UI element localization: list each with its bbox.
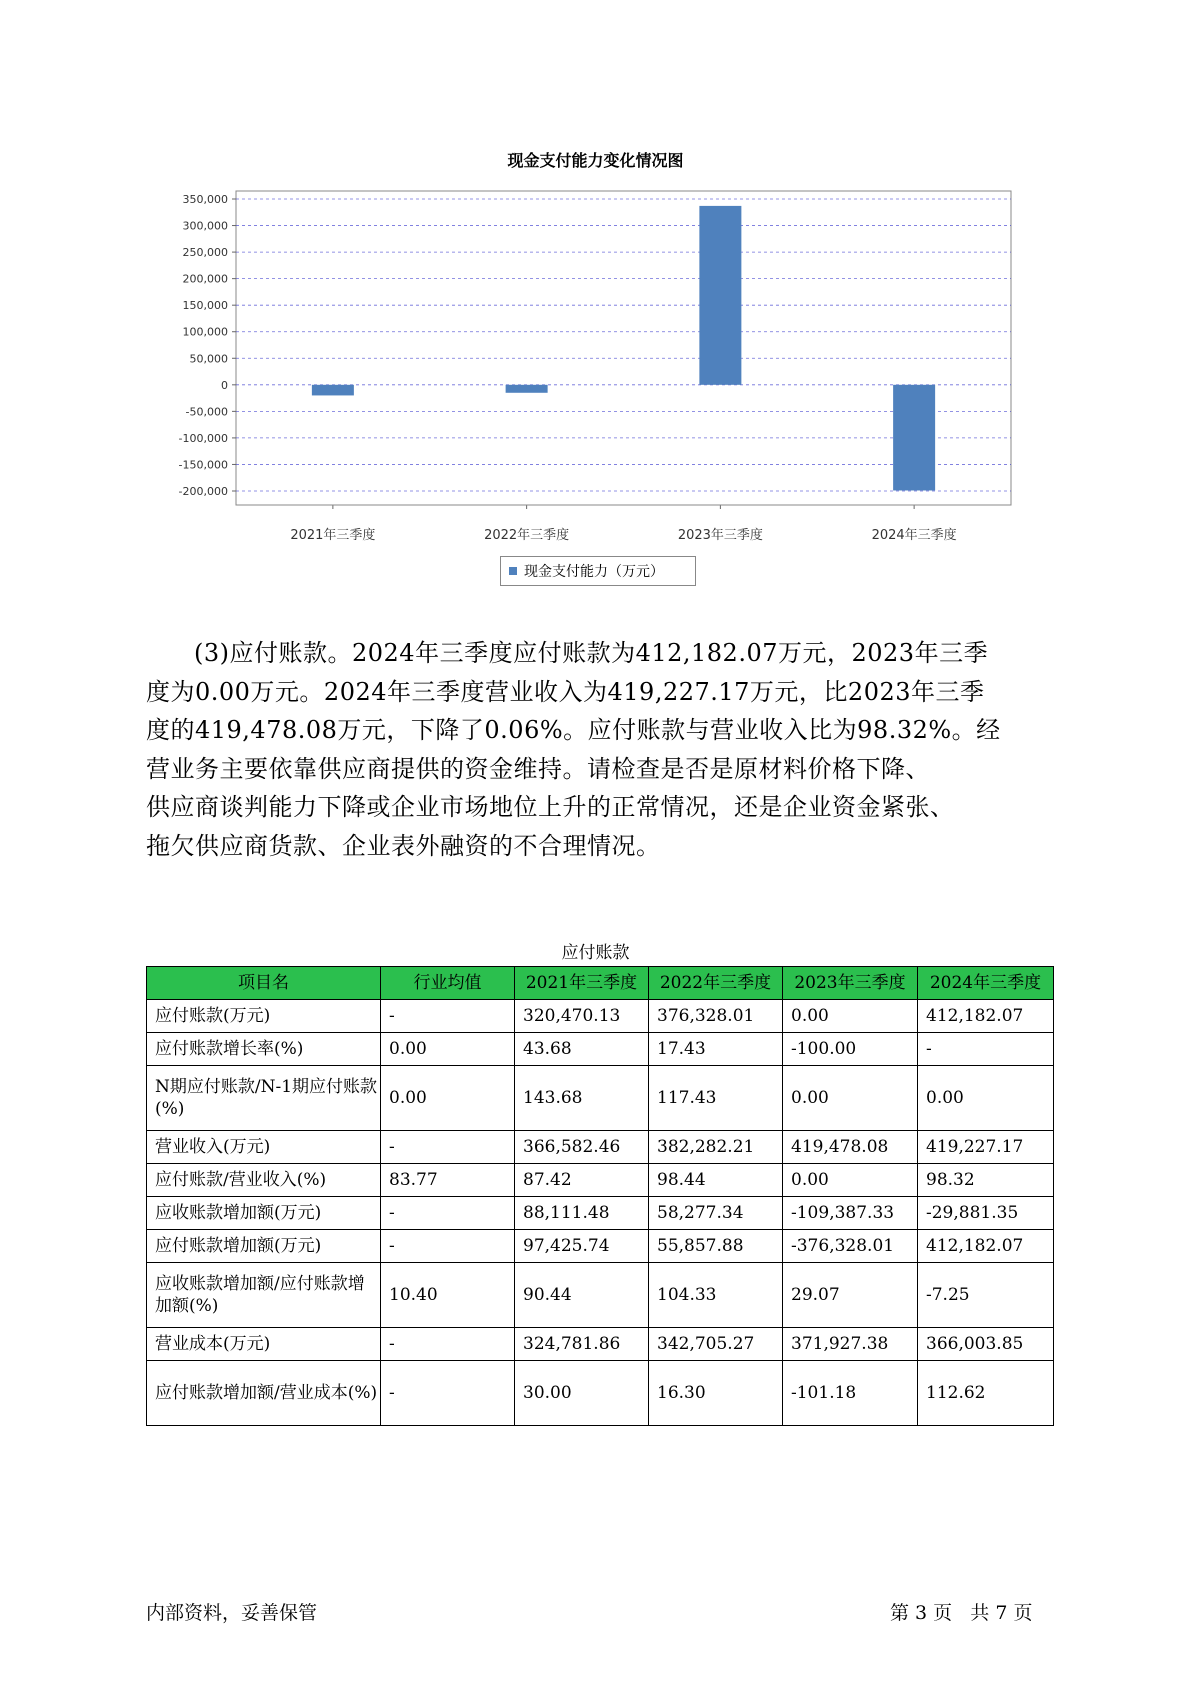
table-row — [147, 1197, 1054, 1230]
value-cell: -376,328.01 — [783, 1230, 918, 1263]
cash-payment-chart — [0, 0, 1191, 560]
table-header-row — [147, 967, 1054, 1000]
value-cell: 117.43 — [649, 1066, 783, 1131]
paragraph-line: 度的419,478.08万元，下降了0.06%。应付账款与营业收入比为98.32%。经 — [146, 716, 1001, 744]
value-cell: - — [381, 1131, 515, 1164]
value-cell: 0.00 — [783, 1066, 918, 1131]
row-label-cell: 应付账款增长率(%) — [147, 1033, 381, 1066]
value-cell: 371,927.38 — [783, 1328, 918, 1361]
value-cell: 98.44 — [649, 1164, 783, 1197]
value-cell: -7.25 — [918, 1263, 1054, 1328]
row-label-cell: 应付账款(万元) — [147, 1000, 381, 1033]
header-2021q3: 2021年三季度 — [515, 967, 649, 1000]
value-cell: 29.07 — [783, 1263, 918, 1328]
value-cell: 87.42 — [515, 1164, 649, 1197]
table-row — [147, 1131, 1054, 1164]
header-2024q3: 2024年三季度 — [918, 967, 1054, 1000]
y-tick-label: 200,000 — [182, 272, 228, 286]
paragraph-line: 度为0.00万元。2024年三季度营业收入为419,227.17万元，比2023年三季 — [146, 677, 985, 706]
table-row — [147, 1000, 1054, 1033]
value-cell: -109,387.33 — [783, 1197, 918, 1230]
bar — [506, 385, 548, 393]
header-2023q3: 2023年三季度 — [783, 967, 918, 1000]
table-row — [147, 1328, 1054, 1361]
table-row — [147, 1361, 1054, 1426]
value-cell: 90.44 — [515, 1263, 649, 1328]
value-cell: 412,182.07 — [918, 1000, 1054, 1033]
value-cell: 0.00 — [381, 1066, 515, 1131]
accounts-payable-table — [146, 966, 1054, 1426]
value-cell: - — [381, 1328, 515, 1361]
value-cell: 143.68 — [515, 1066, 649, 1131]
row-label-cell: 营业收入(万元) — [147, 1131, 381, 1164]
row-label-cell: N期应付账款/N-1期应付账款(%) — [147, 1066, 381, 1131]
header-item-name: 项目名 — [147, 967, 381, 1000]
paragraph-line: (3)应付账款。2024年三季度应付账款为412,182.07万元，2023年三季 — [194, 639, 989, 667]
value-cell: 0.00 — [783, 1164, 918, 1197]
value-cell: - — [381, 1361, 515, 1426]
footer-page-number: 第 3 页 共 7 页 — [890, 1602, 1033, 1624]
accounts-payable-paragraph — [146, 634, 1056, 865]
value-cell: 0.00 — [918, 1066, 1054, 1131]
value-cell: 324,781.86 — [515, 1328, 649, 1361]
value-cell: 0.00 — [381, 1033, 515, 1066]
value-cell: 88,111.48 — [515, 1197, 649, 1230]
y-tick-label: 150,000 — [182, 299, 228, 313]
y-tick-label: 0 — [221, 378, 228, 392]
value-cell: -100.00 — [783, 1033, 918, 1066]
x-tick-label: 2024年三季度 — [871, 528, 957, 543]
value-cell: 10.40 — [381, 1263, 515, 1328]
y-tick-label: 50,000 — [189, 352, 228, 366]
value-cell: 97,425.74 — [515, 1230, 649, 1263]
x-tick-label: 2023年三季度 — [677, 528, 763, 543]
row-label-cell: 营业成本(万元) — [147, 1328, 381, 1361]
value-cell: 16.30 — [649, 1361, 783, 1426]
value-cell: 419,227.17 — [918, 1131, 1054, 1164]
value-cell: 104.33 — [649, 1263, 783, 1328]
chart-title: 现金支付能力变化情况图 — [507, 151, 684, 170]
row-label-cell: 应付账款增加额/营业成本(%) — [147, 1361, 381, 1426]
bar — [699, 206, 741, 385]
header-2022q3: 2022年三季度 — [649, 967, 783, 1000]
value-cell: 55,857.88 — [649, 1230, 783, 1263]
row-label-cell: 应收账款增加额(万元) — [147, 1197, 381, 1230]
table-row — [147, 1066, 1054, 1131]
value-cell: - — [381, 1197, 515, 1230]
value-cell: 419,478.08 — [783, 1131, 918, 1164]
value-cell: 366,582.46 — [515, 1131, 649, 1164]
legend-swatch — [509, 567, 517, 575]
y-tick-label: -150,000 — [178, 458, 228, 472]
value-cell: 0.00 — [783, 1000, 918, 1033]
value-cell: -29,881.35 — [918, 1197, 1054, 1230]
value-cell: -101.18 — [783, 1361, 918, 1426]
row-label-cell: 应收账款增加额/应付账款增加额(%) — [147, 1263, 381, 1328]
x-tick-label: 2022年三季度 — [484, 528, 570, 543]
y-tick-label: 350,000 — [182, 193, 228, 206]
table-row — [147, 1230, 1054, 1263]
value-cell: - — [381, 1230, 515, 1263]
value-cell: 376,328.01 — [649, 1000, 783, 1033]
value-cell: 382,282.21 — [649, 1131, 783, 1164]
value-cell: 83.77 — [381, 1164, 515, 1197]
value-cell: 112.62 — [918, 1361, 1054, 1426]
header-industry-avg: 行业均值 — [381, 967, 515, 1000]
paragraph-line: 供应商谈判能力下降或企业市场地位上升的正常情况，还是企业资金紧张、 — [146, 793, 955, 821]
value-cell: 366,003.85 — [918, 1328, 1054, 1361]
row-label-cell: 应付账款增加额(万元) — [147, 1230, 381, 1263]
chart-legend — [500, 556, 696, 586]
value-cell: - — [918, 1033, 1054, 1066]
bar — [312, 385, 354, 396]
y-tick-label: 250,000 — [182, 246, 228, 260]
value-cell: 342,705.27 — [649, 1328, 783, 1361]
value-cell: 17.43 — [649, 1033, 783, 1066]
table-row — [147, 1033, 1054, 1066]
footer-confidential: 内部资料，妥善保管 — [146, 1602, 318, 1624]
y-tick-label: -200,000 — [178, 485, 228, 498]
y-tick-label: 100,000 — [182, 325, 228, 339]
paragraph-line: 营业务主要依靠供应商提供的资金维持。请检查是否是原材料价格下降、 — [146, 754, 930, 783]
table-caption: 应付账款 — [561, 943, 630, 963]
y-tick-label: -100,000 — [178, 431, 228, 445]
value-cell: 98.32 — [918, 1164, 1054, 1197]
row-label-cell: 应付账款/营业收入(%) — [147, 1164, 381, 1197]
value-cell: 412,182.07 — [918, 1230, 1054, 1263]
legend-label: 现金支付能力（万元） — [524, 564, 664, 580]
table-row — [147, 1164, 1054, 1197]
y-tick-label: 300,000 — [182, 219, 228, 233]
y-tick-label: -50,000 — [185, 405, 228, 419]
table-row — [147, 1263, 1054, 1328]
value-cell: 58,277.34 — [649, 1197, 783, 1230]
x-tick-label: 2021年三季度 — [290, 528, 376, 543]
value-cell: - — [381, 1000, 515, 1033]
paragraph-line: 拖欠供应商货款、企业表外融资的不合理情况。 — [146, 831, 661, 860]
bar — [893, 385, 935, 491]
value-cell: 320,470.13 — [515, 1000, 649, 1033]
value-cell: 43.68 — [515, 1033, 649, 1066]
value-cell: 30.00 — [515, 1361, 649, 1426]
